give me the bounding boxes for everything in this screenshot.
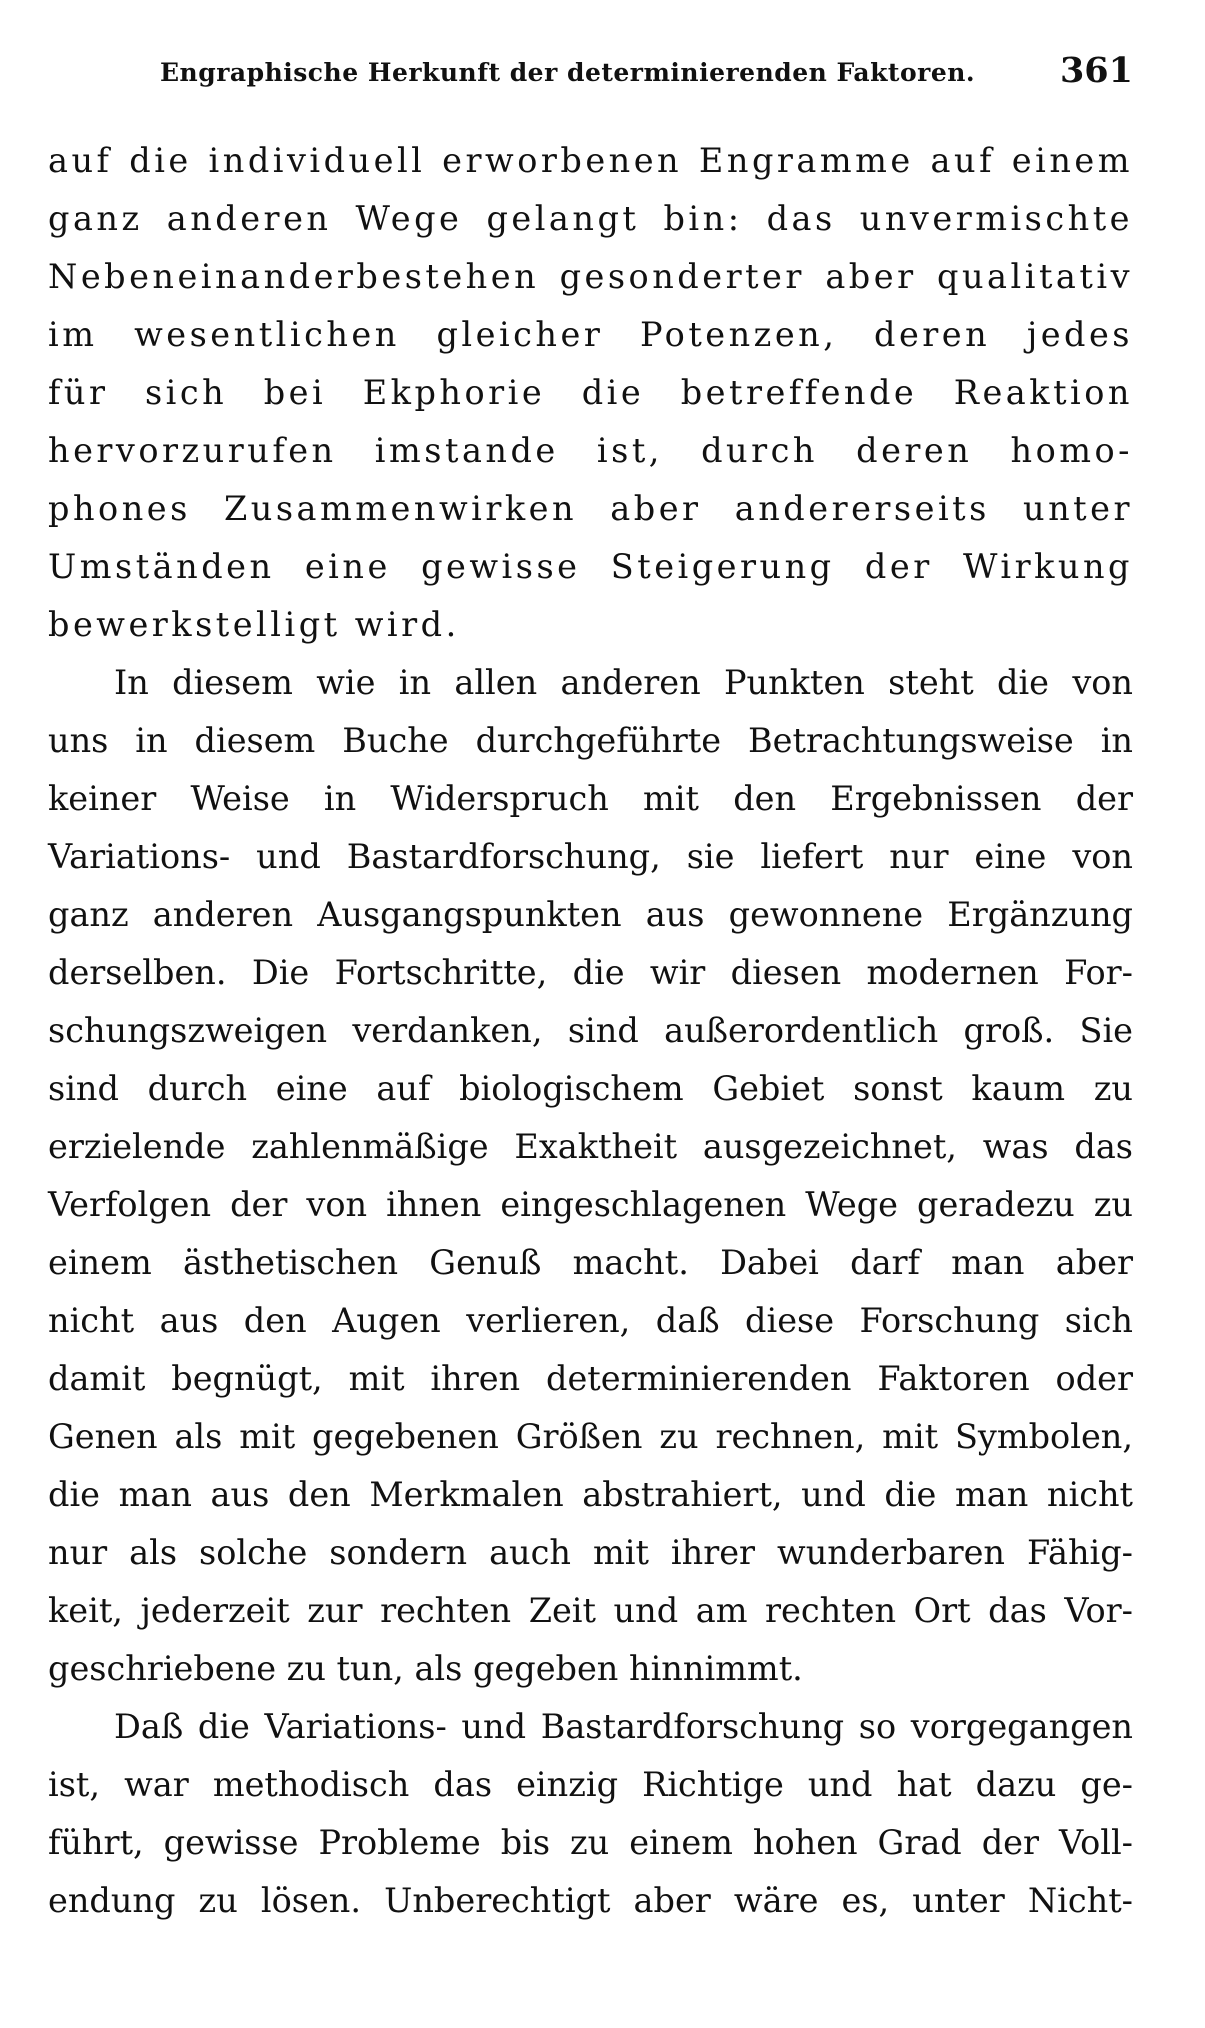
- text-line: Umständen eine gewisse Steigerung der Wirkung: [48, 547, 1133, 586]
- text-line: nur als solche sondern auch mit ihrer wunderbaren Fähig-: [48, 1533, 1133, 1572]
- text-line: endung zu lösen. Unberechtigt aber wäre es, unter Nicht-: [48, 1881, 1133, 1920]
- text-line: keit, jederzeit zur rechten Zeit und am rechten Ort das Vor-: [48, 1591, 1133, 1630]
- text-line: bewerkstelligt wird.: [48, 605, 460, 644]
- text-line: ganz anderen Wege gelangt bin: das unvermischte: [48, 199, 1133, 238]
- text-line: phones Zusammenwirken aber andererseits unter: [48, 489, 1133, 528]
- page-number: 361: [1059, 50, 1133, 91]
- text-line: einem ästhetischen Genuß macht. Dabei darf man aber: [48, 1243, 1133, 1282]
- text-line: hervorzurufen imstande ist, durch deren homo-: [48, 431, 1133, 470]
- text-line: schungszweigen verdanken, sind außerordentlich groß. Sie: [48, 1011, 1133, 1050]
- text-line: damit begnügt, mit ihren determinierenden Faktoren oder: [48, 1359, 1133, 1398]
- text-line: erzielende zahlenmäßige Exaktheit ausgezeichnet, was das: [48, 1127, 1133, 1166]
- text-line: Nebeneinanderbestehen gesonderter aber qualitativ: [48, 257, 1133, 296]
- body-text: [48, 132, 1133, 1930]
- text-line: ganz anderen Ausgangspunkten aus gewonnene Ergänzung: [48, 895, 1133, 934]
- text-line: Verfolgen der von ihnen eingeschlagenen Wege geradezu zu: [48, 1185, 1133, 1224]
- text-line: In diesem wie in allen anderen Punkten steht die von: [114, 663, 1133, 702]
- text-line: nicht aus den Augen verlieren, daß diese Forschung sich: [48, 1301, 1133, 1340]
- running-title: Engraphische Herkunft der determinierenden Faktoren.: [160, 58, 976, 87]
- running-head: [160, 50, 1135, 100]
- text-line: ist, war methodisch das einzig Richtige und hat dazu ge-: [48, 1765, 1133, 1804]
- text-line: die man aus den Merkmalen abstrahiert, und die man nicht: [48, 1475, 1133, 1514]
- text-line: Variations- und Bastardforschung, sie liefert nur eine von: [48, 837, 1133, 876]
- text-line: Genen als mit gegebenen Größen zu rechnen, mit Symbolen,: [48, 1417, 1133, 1456]
- text-line: keiner Weise in Widerspruch mit den Ergebnissen der: [48, 779, 1133, 818]
- text-line: im wesentlichen gleicher Potenzen, deren jedes: [48, 315, 1133, 354]
- text-line: uns in diesem Buche durchgeführte Betrachtungsweise in: [48, 721, 1133, 760]
- text-line: auf die individuell erworbenen Engramme auf einem: [48, 141, 1133, 180]
- text-line: Daß die Variations- und Bastardforschung so vorgegangen: [114, 1707, 1133, 1746]
- text-line: geschriebene zu tun, als gegeben hinnimmt.: [48, 1649, 803, 1688]
- text-line: sind durch eine auf biologischem Gebiet sonst kaum zu: [48, 1069, 1133, 1108]
- text-line: derselben. Die Fortschritte, die wir diesen modernen For-: [48, 953, 1133, 992]
- text-line: führt, gewisse Probleme bis zu einem hohen Grad der Voll-: [48, 1823, 1133, 1862]
- text-line: für sich bei Ekphorie die betreffende Reaktion: [48, 373, 1133, 412]
